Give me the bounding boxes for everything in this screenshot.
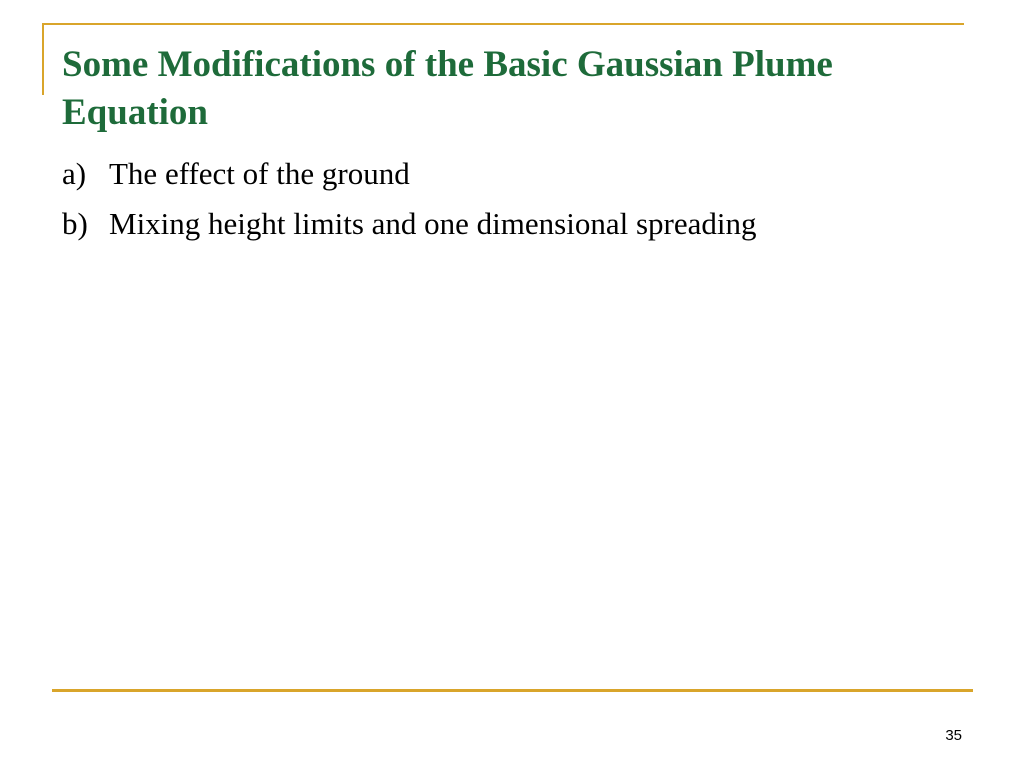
list-item (62, 150, 962, 200)
list-item (62, 200, 962, 250)
list-item-marker: b) (62, 206, 88, 241)
footer-rule (52, 689, 973, 692)
bullet-list (62, 150, 962, 250)
slide-title: Some Modifications of the Basic Gaussian Plume Equation (62, 44, 833, 133)
title-frame-left-rule (42, 23, 44, 95)
list-item-marker: a) (62, 156, 87, 191)
title-frame-top-rule (42, 23, 964, 25)
list-item-text: The effect of the ground (109, 156, 410, 191)
list-item-text: Mixing height limits and one dimensional spreading (109, 206, 757, 241)
page-number: 35 (945, 727, 962, 744)
